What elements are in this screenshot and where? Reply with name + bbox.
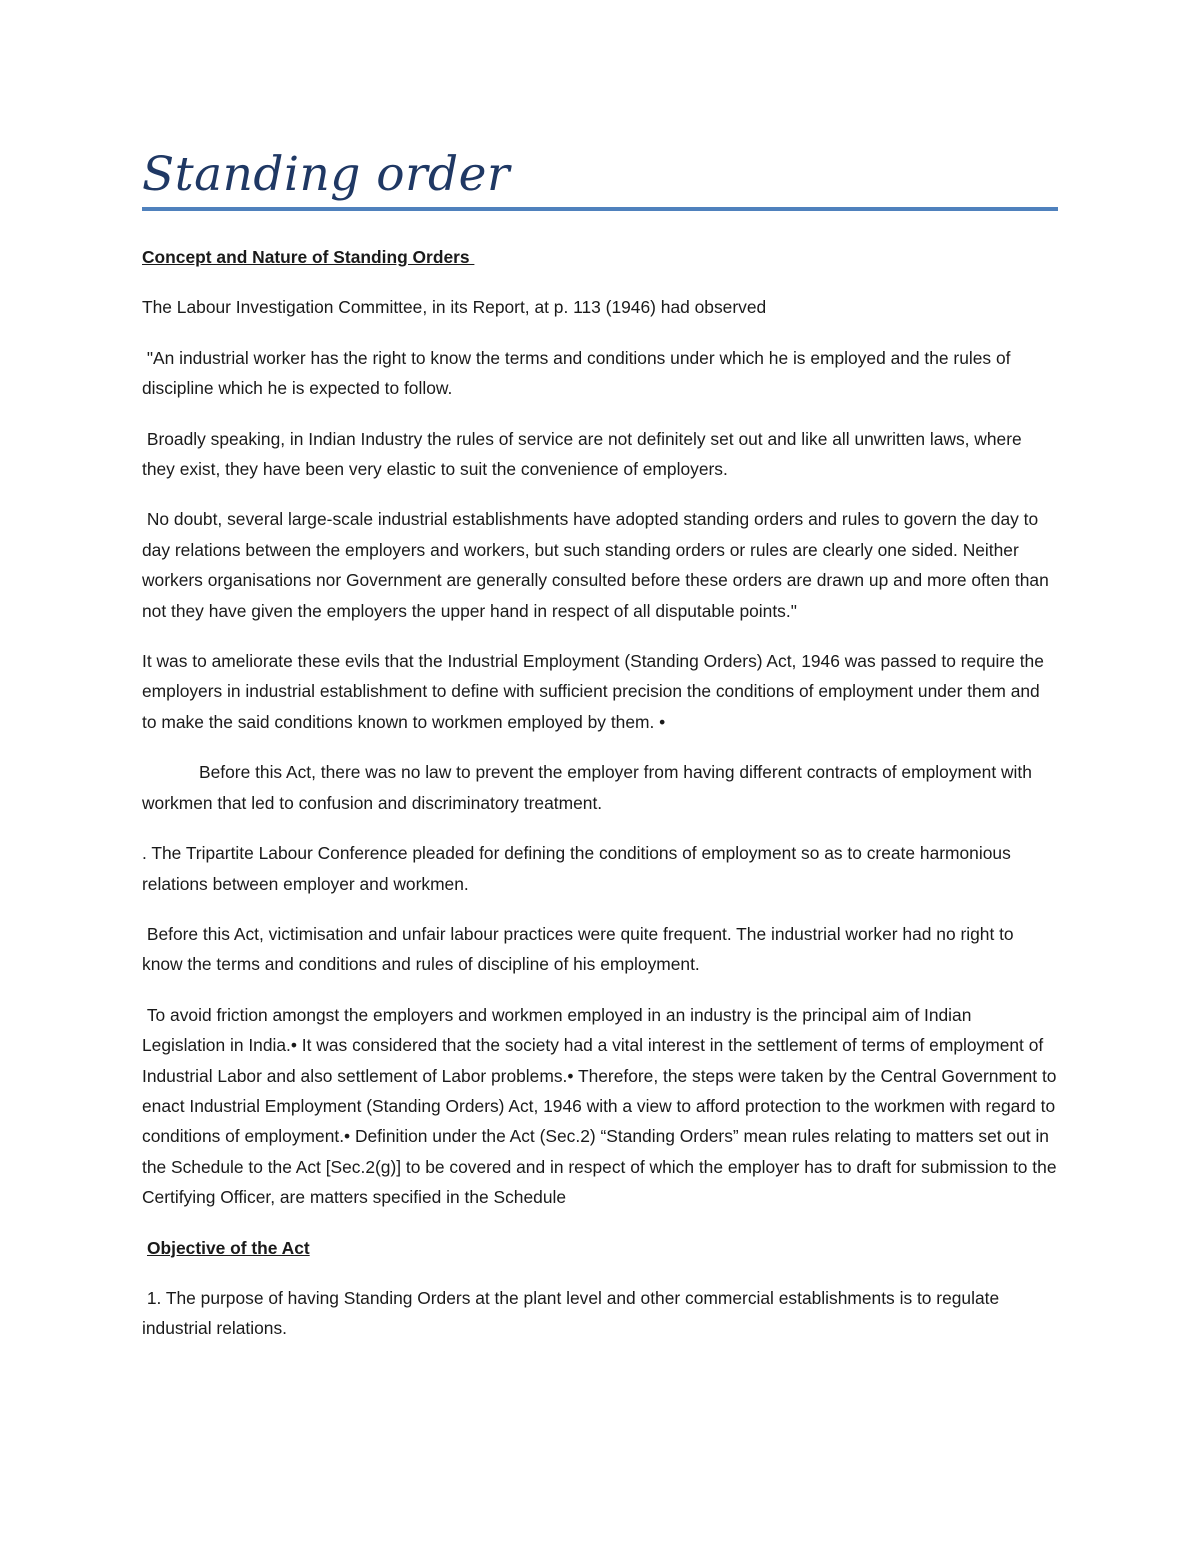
paragraph: It was to ameliorate these evils that the Industrial Employment (Standing Orders) Act, 1946 was passed to require the employers in industrial establishment to define with sufficient precision the conditions of employment under them and to make the said conditions known to workmen employed by them. • (142, 651, 1044, 732)
section-heading-objective: Objective of the Act (147, 1237, 310, 1258)
paragraph: Broadly speaking, in Indian Industry the rules of service are not definitely set out and like all unwritten laws, where they exist, they have been very elastic to suit the convenience of employers. (142, 428, 1027, 480)
objective-item-1: 1. The purpose of having Standing Orders at the plant level and other commercial establishments is to regulate industrial relations. (142, 1287, 1004, 1339)
paragraph: Before this Act, there was no law to prevent the employer from having different contracts of employment with workmen that led to confusion and discriminatory treatment. (142, 762, 1032, 813)
paragraph: "An industrial worker has the right to know the terms and conditions under which he is employed and the rules of discipline which he is expected to follow. (142, 347, 1016, 399)
paragraph: Before this Act, victimisation and unfair labour practices were quite frequent. The industrial worker had no right to know the terms and conditions and rules of discipline of his employment. (142, 923, 1019, 975)
paragraph: . The Tripartite Labour Conference pleaded for defining the conditions of employment so as to create harmonious relations between employer and workmen. (142, 843, 1011, 894)
paragraph: The Labour Investigation Committee, in its Report, at p. 113 (1946) had observed (142, 297, 767, 318)
title-underline-rule (142, 207, 1058, 211)
section-heading-concept: Concept and Nature of Standing Orders (142, 247, 475, 267)
document-body (142, 242, 1062, 1364)
document-title: Standing order (142, 147, 510, 202)
paragraph: To avoid friction amongst the employers and workmen employed in an industry is the principal aim of Indian Legislation in India.• It was considered that the society had a vital interest in the settlement of terms of employment of Industrial Labor and also settlement of Labor problems.• Therefore, the steps were taken by the Central Government to enact Industrial Employment (Standing Orders) Act, 1946 with a view to afford protection to the workmen with regard to conditions of employment.• Definition under the Act (Sec.2) “Standing Orders” mean rules relating to matters set out in the Schedule to the Act [Sec.2(g)] to be covered and in respect of which the employer has to draft for submission to the Certifying Officer, are matters specified in the Schedule (142, 1004, 1062, 1208)
paragraph: No doubt, several large-scale industrial establishments have adopted standing orders and rules to govern the day to day relations between the employers and workers, but such standing orders or rules are clearly one sided. Neither workers organisations nor Government are generally consulted before these orders are drawn up and more often than not they have given the employers the upper hand in respect of all disputable points." (142, 509, 1054, 621)
